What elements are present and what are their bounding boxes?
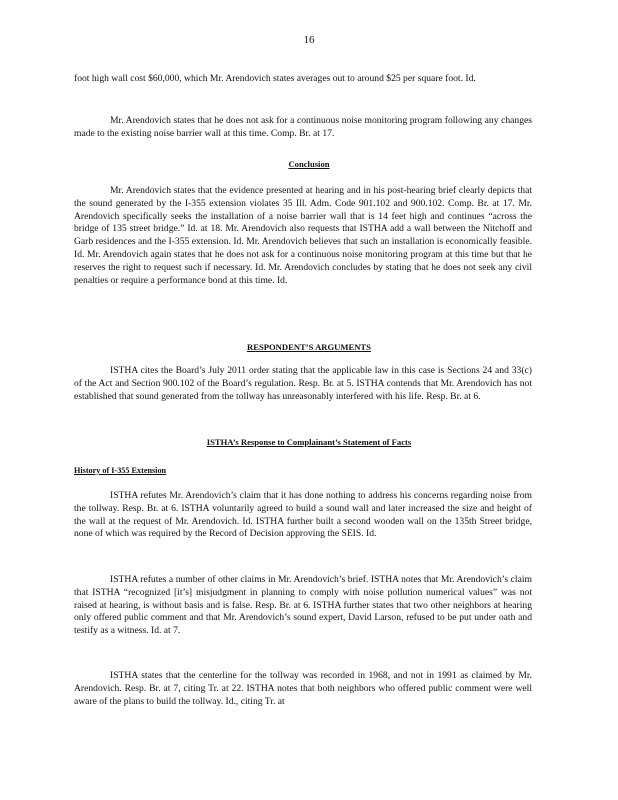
paragraph-text: ISTHA refutes a number of other claims in Mr. Arendovich’s brief. ISTHA notes that Mr. Arendovich’s claim that ISTHA “recognized [it’s] misjudgment in planning to comply with noise pollution numerical values” was not raised at hearing, is without basis and is false. Resp. Br. at 6. ISTHA further states that two other neighbors at hearing only offered public comment and that Mr. Arendovich’s sound expert, David Larson, refused to be put under oath and testify as a witness. Id. at 7. [74,574,532,637]
heading-isthas-response: ISTHA’s Response to Complainant’s Statement of Facts [206,437,412,447]
paragraph-text: foot high wall cost $60,000, which Mr. Arendovich states averages out to around $25 per square foot. Id. [74,73,476,84]
heading-conclusion: Conclusion [288,159,330,169]
paragraph-text: ISTHA refutes Mr. Arendovich’s claim that it has done nothing to address his concerns regarding noise from the tollway. Resp. Br. at 6. ISTHA voluntarily agreed to build a sound wall and later increased the size and height of the wall at the request of Mr. Arendovich. Id. ISTHA further built a second wooden wall on the 135th Street bridge, none of which was required by the Record of Decision approving the SEIS. Id. [74,490,532,540]
paragraph-text: Mr. Arendovich states that he does not ask for a continuous noise monitoring program following any changes made to the existing noise barrier wall at this time. Comp. Br. at 17. [74,115,532,139]
paragraph-text: ISTHA cites the Board’s July 2011 order stating that the applicable law in this case is Sections 24 and 33(c) of the Act and Section 900.102 of the Board’s regulation. Resp. Br. at 5. ISTHA contends that Mr. Arendovich has not established that sound generated from the tollway has unreasonably interfered with his life. Resp. Br. at 6. [74,365,532,402]
paragraph-conclusion [74,185,532,287]
paragraph-wall-cost [74,73,532,86]
paragraph-istha-refutes [74,490,532,541]
paragraph-text: Mr. Arendovich states that the evidence presented at hearing and in his post-hearing brief clearly depicts that the sound generated by the I-355 extension violates 35 Ill. Adm. Code 901.102 and 900.102. Comp. Br. at 17. Mr. Arendovich specifically seeks the installation of a noise barrier wall that is 14 feet high and continues “across the bridge of 135 street bridge.” Id. at 18. Mr. Arendovich also requests that ISTHA add a wall between the Nitchoff and Garb residences and the I-355 extension. Id. Mr. Arendovich believes that such an installation is economically feasible. Id. Mr. Arendovich again states that he does not ask for a continuous noise monitoring program at this time but that he reserves the right to request such if necessary. Id. Mr. Arendovich concludes by stating that he does not seek any civil penalties or require a performance bond at this time. Id. [74,185,532,286]
heading-respondents-arguments: RESPONDENT’S ARGUMENTS [247,342,371,352]
page-number: 16 [303,34,315,46]
paragraph-monitoring [74,115,532,141]
paragraph-istha-cites [74,365,532,403]
paragraph-other-claims [74,574,532,638]
paragraph-text: ISTHA states that the centerline for the tollway was recorded in 1968, and not in 1991 as claimed by Mr. Arendovich. Resp. Br. at 7, citing Tr. at 22. ISTHA notes that both neighbors who offered public comment were well aware of the plans to build the tollway. Id., citing Tr. at [74,670,532,707]
subheading-history: History of I-355 Extension [74,466,167,475]
paragraph-centerline [74,670,532,708]
